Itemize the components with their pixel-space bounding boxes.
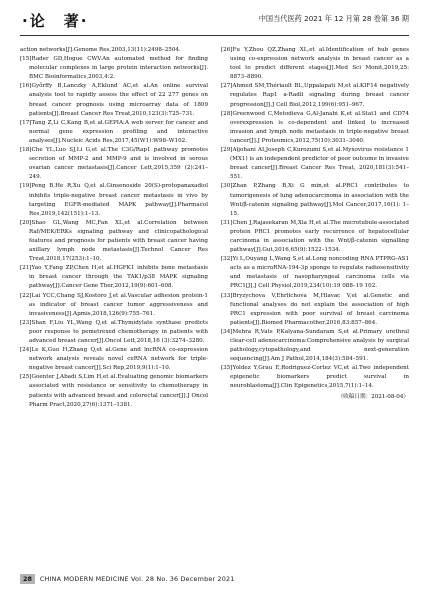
- reference-item: [35]Yoldez Y,Grau E,Rodriguez-Cortez VC,et al.Two independent epigenetic biomarkers predict survival in neuroblastoma[J].Clin Epigenetics,2015,7(1):1–14.: [221, 365, 409, 390]
- reference-item: [34]Mehra R,Vats P,Kalyana-Sundaram S,et al.Primary urethral clear-cell adenocarcinoma:Comprehensive analysis by surgical pathology,cytopathology,and next-generation sequencing[J].Am J Pathol,2014,184(3):584–591.: [221, 328, 409, 363]
- reference-item: [32]Yi L,Ouyang L,Wang S,et al.Long noncoding RNA PTPRG-AS1 acts as a microRNA-194-3p sponge to regulate radiosensitivity and metastasis of nasopharyngeal carcinoma cells via PRC1[J].J Cell Physiol,2019,234(10):19 088–19 102.: [221, 256, 409, 290]
- page-header: [0, 8, 427, 36]
- reference-item: [20]Shao GL,Wang MC,Fan XL,et al.Correlation between Raf/MEK/ERKs signaling pathway and clinicopathological features and prognosis for patients with breast cancer having axillary lymph node metastasis[J].Technol Cancer Res Treat,2018,17(253):1–10.: [20, 219, 208, 263]
- references-right-column: [221, 46, 409, 407]
- journal-name-english: CHINA MODERN MEDICINE Vol. 28 No. 36 December 2021: [39, 575, 235, 583]
- reference-item: [17]Tang Z,Li C,Kang B,et al.GEPIA:A web server for cancer and normal gene expression profiling and interactive analyses[J].Nucleic Acids Res,2017,45(W1):W98–W102.: [20, 119, 208, 144]
- received-date: （收稿日期：2021-08-04）: [337, 393, 409, 400]
- reference-item: [22]Lai YCC,Chang SJ,Kostoro J,et al.Vascular adhesion protein-1 as indicator of breast cancer tumor aggressiveness and invasiveness[J].Apmis,2018,126(9):755–761.: [20, 292, 208, 317]
- references-left-column: [20, 46, 208, 410]
- reference-item: [16]Győrffy B,Lanczky A,Eklund AC,et al.An online survival analysis tool to rapidly assess the effect of 22 277 genes on breast cancer prognosis using microarray data of 1809 patients[J].Breast Cancer Res Treat,2010,123(3):725–731.: [20, 83, 208, 117]
- reference-item: [23]Shan F,Liu YL,Wang Q,et al.Thymidylate synthase predicts poor response to pemetrexed chemotherapy in patients with advanced breast cancer[J].Oncol Lett,2018,16 (3):3274–3280.: [20, 319, 208, 344]
- header-rule: [20, 35, 409, 36]
- section-title: ·论 著·: [22, 12, 89, 30]
- reference-item: [30]Zhan P,Zhang B,Xi G min,et al.PRC1 contributes to tumorigenesis of lung adenocarcinoma in association with the Wnt/β-catenin signaling pathway[J].Mol Cancer,2017,16(1): 1–15.: [221, 183, 409, 217]
- reference-item: [21]Yao Y,Fang ZP,Chen H,et al.HGFK1 inhibits bone metastasis in breast cancer through the TAK1/p38 MAPK signaling pathway[J].Cancer Gene Ther,2012,19(9):601–608.: [20, 265, 208, 290]
- reference-item: [24]Le K,Guo H,Zhang Q,et al.Gene and lncRNA co-expression network analysis reveals novel ceRNA network for triple-negative breast cancer[J].Sci Rep,2019,9(1):1–10.: [20, 347, 208, 372]
- reference-item: [26]Fu Y,Zhou QZ,Zhang XL,et al.Identification of hub genes using co-expression network analysis in breast cancer as a tool to predict different stages[J].Med Sci Monit,2019,25: 8873–8890.: [221, 47, 409, 81]
- reference-item: [27]Ahmed SM,Thériault BL,Uppalapati M,et al.KIF14 negatively regulates Rap1 a-Radil signaling during breast cancer progression[J].J Cell Biol,2012,199(6):951–967.: [221, 83, 409, 108]
- page-footer: [20, 574, 409, 588]
- reference-item: action networks[J].Genome Res,2003,13(11):2498–2504.: [20, 47, 181, 53]
- page-number: 28: [20, 574, 35, 584]
- reference-item: [31]Chen J,Rajasekaran M,Xia H,et al.The microtubule-associated protein PRC1 promotes early recurrence of hepatocellular carcinoma in association with the Wnt/β-catenin signalling pathway[J].Gut,2016,65(9):1522–1534.: [221, 219, 409, 254]
- reference-item: [19]Peng B,He R,Xu Q,et al.Ginsenoside 20(S)-protopanaxadiol inhibits triple-negative breast cancer metastasis in vivo by targeting EGFR-mediated MAPK pathway[J].Pharmacol Res,2019,142(151):1–13.: [20, 183, 208, 217]
- reference-item: [29]Aljohani AI,Joseph C,Kurozumi S,et al.Myxovirus resistance 1 (MX1) is an independent predictor of poor outcome in invasive breast cancer[J].Breast Cancer Res Treat, 2020,181(3):541–551.: [221, 147, 409, 181]
- reference-item: [18]Che YL,Luo SJ,Li G,et al.The C3G/Rap1 pathway promotes secretion of MMP-2 and MMP-9 and is involved in serous ovarian cancer metastasis[J].Cancer Lett,2015,359 (2):241–249.: [20, 147, 208, 181]
- reference-item: [33]Bryzychova V,Ehrlichova M,Hlavac V,et al.Genetic and functional analyses do not explain the association of high PRC1 expression with poor survival of breast carcinoma patients[J].Biomed Pharmacother,2016,83:857–864.: [221, 292, 409, 326]
- journal-issue: 中国当代医药 2021 年 12 月第 28 卷第 36 期: [258, 14, 409, 23]
- reference-item: [25]Goenter J,Abadi S,Lim H,et al.Evaluating genomic biomarkers associated with resistance or sensitivity to chemotherapy in patients with advanced breast and colorectal cancer[J].J Oncol Pharm Pract,2020,27(6):1371–1381.: [20, 374, 208, 408]
- reference-item: [15]Rader GD,Hogue CWV.An automated method for finding molecular complexes in large protein interaction networks[J]. BMC Bioinformatics,2003,4:2.: [20, 56, 208, 81]
- reference-item: [28]Greenwood C,Metodieva G,Al-Janabi K,et al.Stat1 and CD74 overexpression is co-dependent and linked to increased invasion and lymph node metastasis in triple-negative breast cancer[J].J Proteomics,2012,75(10):3031–3040.: [221, 110, 409, 144]
